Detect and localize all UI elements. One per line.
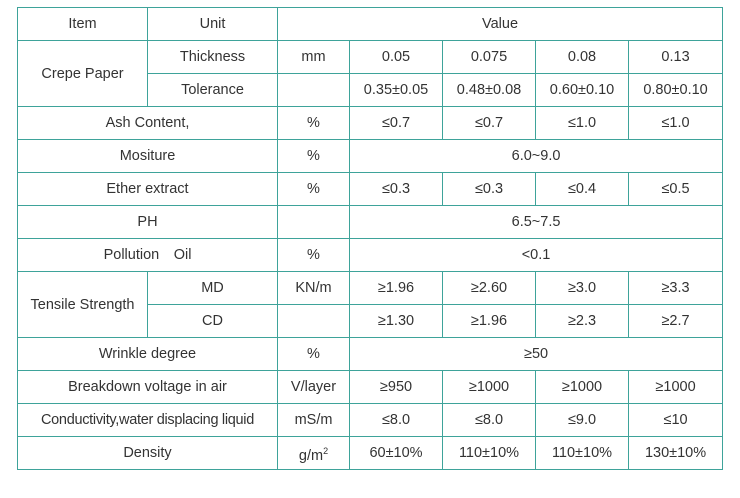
conductivity-value-4: ≤10	[629, 404, 723, 437]
tensile-cd-value-1: ≥1.30	[350, 305, 443, 338]
table-row-ash-content	[18, 107, 723, 140]
breakdown-voltage-value-4: ≥1000	[629, 371, 723, 404]
thickness-unit: mm	[278, 41, 350, 74]
tensile-md-value-4: ≥3.3	[629, 272, 723, 305]
tensile-md-unit: KN/m	[278, 272, 350, 305]
density-label: Density	[18, 437, 278, 470]
tolerance-value-1: 0.35±0.05	[350, 74, 443, 107]
table-row-breakdown-voltage	[18, 371, 723, 404]
header-unit: Unit	[148, 8, 278, 41]
ether-extract-label: Ether extract	[18, 173, 278, 206]
breakdown-voltage-value-3: ≥1000	[536, 371, 629, 404]
table-row-density	[18, 437, 723, 470]
tensile-strength-label: Tensile Strength	[18, 272, 148, 338]
header-item: Item	[18, 8, 148, 41]
wrinkle-degree-value: ≥50	[350, 338, 723, 371]
tensile-md-value-2: ≥2.60	[443, 272, 536, 305]
tensile-cd-value-3: ≥2.3	[536, 305, 629, 338]
tolerance-unit	[278, 74, 350, 107]
density-unit-exponent: 2	[323, 445, 329, 456]
tolerance-label: Tolerance	[148, 74, 278, 107]
ether-extract-value-2: ≤0.3	[443, 173, 536, 206]
ether-extract-unit: %	[278, 173, 350, 206]
ash-content-value-3: ≤1.0	[536, 107, 629, 140]
tensile-md-label: MD	[148, 272, 278, 305]
density-unit-base: g/m	[298, 447, 324, 464]
table-row-wrinkle-degree	[18, 338, 723, 371]
tensile-cd-value-4: ≥2.7	[629, 305, 723, 338]
ash-content-value-2: ≤0.7	[443, 107, 536, 140]
breakdown-voltage-value-1: ≥950	[350, 371, 443, 404]
ether-extract-value-1: ≤0.3	[350, 173, 443, 206]
tolerance-value-3: 0.60±0.10	[536, 74, 629, 107]
moisture-unit: %	[278, 140, 350, 173]
spec-table	[17, 7, 723, 470]
breakdown-voltage-unit: V/layer	[278, 371, 350, 404]
wrinkle-degree-label: Wrinkle degree	[18, 338, 278, 371]
table-row-conductivity	[18, 404, 723, 437]
moisture-label: Mositure	[18, 140, 278, 173]
thickness-value-3: 0.08	[536, 41, 629, 74]
table-row-thickness	[18, 41, 723, 74]
table-row-moisture	[18, 140, 723, 173]
table-row-header	[18, 8, 723, 41]
conductivity-value-1: ≤8.0	[350, 404, 443, 437]
density-value-2: 110±10%	[443, 437, 536, 470]
conductivity-unit: mS/m	[278, 404, 350, 437]
tolerance-value-4: 0.80±0.10	[629, 74, 723, 107]
ash-content-label: Ash Content,	[18, 107, 278, 140]
density-unit	[278, 437, 350, 470]
thickness-value-4: 0.13	[629, 41, 723, 74]
ash-content-unit: %	[278, 107, 350, 140]
wrinkle-degree-unit: %	[278, 338, 350, 371]
thickness-label: Thickness	[148, 41, 278, 74]
ph-value: 6.5~7.5	[350, 206, 723, 239]
thickness-value-1: 0.05	[350, 41, 443, 74]
crepe-paper-label: Crepe Paper	[18, 41, 148, 107]
ash-content-value-4: ≤1.0	[629, 107, 723, 140]
table-row-tensile-md	[18, 272, 723, 305]
density-value-3: 110±10%	[536, 437, 629, 470]
density-value-4: 130±10%	[629, 437, 723, 470]
ph-unit	[278, 206, 350, 239]
pollution-oil-label: Pollution Oil	[18, 239, 278, 272]
breakdown-voltage-value-2: ≥1000	[443, 371, 536, 404]
table-row-ether-extract	[18, 173, 723, 206]
breakdown-voltage-label: Breakdown voltage in air	[18, 371, 278, 404]
tensile-md-value-1: ≥1.96	[350, 272, 443, 305]
table-row-ph	[18, 206, 723, 239]
tensile-cd-value-2: ≥1.96	[443, 305, 536, 338]
tolerance-value-2: 0.48±0.08	[443, 74, 536, 107]
pollution-oil-unit: %	[278, 239, 350, 272]
header-value: Value	[278, 8, 723, 41]
ash-content-value-1: ≤0.7	[350, 107, 443, 140]
thickness-value-2: 0.075	[443, 41, 536, 74]
tensile-cd-unit	[278, 305, 350, 338]
density-value-1: 60±10%	[350, 437, 443, 470]
ph-label: PH	[18, 206, 278, 239]
ether-extract-value-3: ≤0.4	[536, 173, 629, 206]
conductivity-label: Conductivity,water displacing liquid	[18, 404, 278, 437]
moisture-value: 6.0~9.0	[350, 140, 723, 173]
tensile-md-value-3: ≥3.0	[536, 272, 629, 305]
table-row-pollution-oil	[18, 239, 723, 272]
tensile-cd-label: CD	[148, 305, 278, 338]
conductivity-value-3: ≤9.0	[536, 404, 629, 437]
ether-extract-value-4: ≤0.5	[629, 173, 723, 206]
conductivity-value-2: ≤8.0	[443, 404, 536, 437]
pollution-oil-value: <0.1	[350, 239, 723, 272]
